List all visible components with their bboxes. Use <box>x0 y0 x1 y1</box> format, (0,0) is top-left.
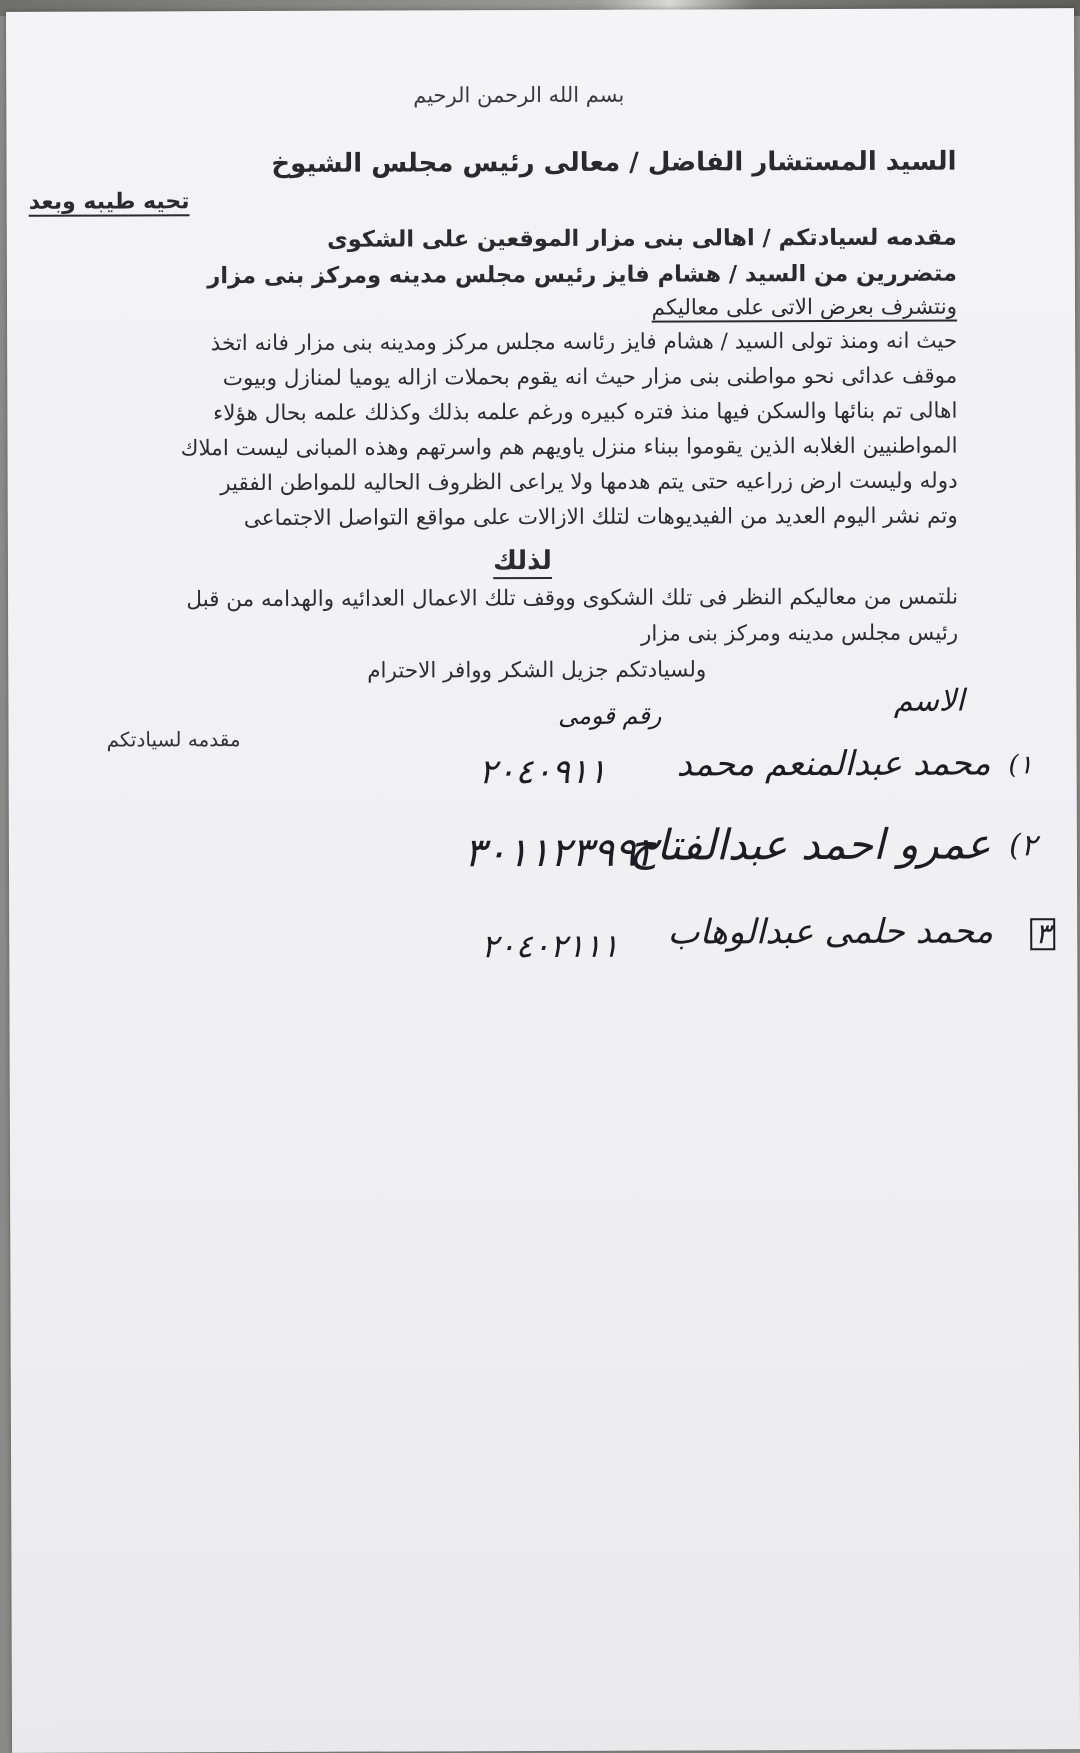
signature-id: ٣٠١١٢٣٩٩٢ <box>463 829 658 877</box>
addressee-line: السيد المستشار الفاضل / معالى رئيس مجلس الشيوخ <box>271 146 957 179</box>
body-line-6: وتم نشر اليوم العديد من الفيديوهات لتلك الازالات على مواقع التواصل الاجتماعى <box>243 503 958 532</box>
closing-line: ولسيادتكم جزيل الشكر ووافر الاحترام <box>367 657 707 684</box>
body-line-2: موقف عدائى نحو مواطنى بنى مزار حيث انه يقوم بحملات ازاله يوميا لمنازل وبيوت <box>222 363 958 392</box>
body-line-5: دوله وليست ارض زراعيه حتى يتم هدمها ولا يراعى الظروف الحاليه للمواطن الفقير <box>220 468 958 497</box>
signature-name: محمد عبدالمنعم محمد <box>676 743 991 785</box>
intro-line-2: متضررين من السيد / هشام فايز رئيس مجلس مدينه ومركز بنى مزار <box>207 260 957 290</box>
document-page <box>6 8 1080 1753</box>
name-column-header: الاسم <box>893 683 965 719</box>
request-line-2: رئيس مجلس مدينه ومركز بنى مزار <box>640 620 959 647</box>
request-line-1: نلتمس من معاليكم النظر فى تلك الشكوى ووقف تلك الاعمال العدائيه والهدامه من قبل <box>186 584 959 613</box>
signature-number: ١) <box>1008 750 1033 781</box>
signature-number: ٣ <box>1030 918 1055 950</box>
id-column-header: رقم قومى <box>558 701 662 730</box>
intro-line-1: مقدمه لسيادتكم / اهالى بنى مزار الموقعين على الشكوى <box>327 224 957 253</box>
intro-line-3: ونتشرف بعرض الاتى على معاليكم <box>651 294 958 321</box>
greeting: تحيه طيبه وبعد <box>28 189 190 215</box>
therefore-heading: لذلك <box>493 545 552 577</box>
body-line-4: المواطنيين الغلابه الذين يقوموا ببناء منزل ياويهم هم واسرتهم وهذه المبانى ليست املاك <box>180 433 958 462</box>
body-line-1: حيث انه ومنذ تولى السيد / هشام فايز رئاسه مجلس مركز ومدينه بنى مزار فانه اتخذ <box>210 328 958 357</box>
signature-id: ٢٠٤٠٢١١١ <box>481 926 619 966</box>
body-line-3: اهالى تم بنائها والسكن فيها منذ فتره كبيره ورغم علمه بذلك وكذلك علمه بحال هؤلاء <box>213 398 958 427</box>
signature-name: محمد حلمى عبدالوهاب <box>667 911 994 953</box>
signature-id: ٢٠٤٠٩١١ <box>478 751 607 793</box>
submitted-by: مقدمه لسيادتكم <box>106 727 241 752</box>
basmala: بسم الله الرحمن الرحيم <box>413 82 625 108</box>
signature-name: عمرو احمد عبدالفتاح <box>629 819 991 870</box>
signature-number: ٢) <box>1009 828 1037 864</box>
